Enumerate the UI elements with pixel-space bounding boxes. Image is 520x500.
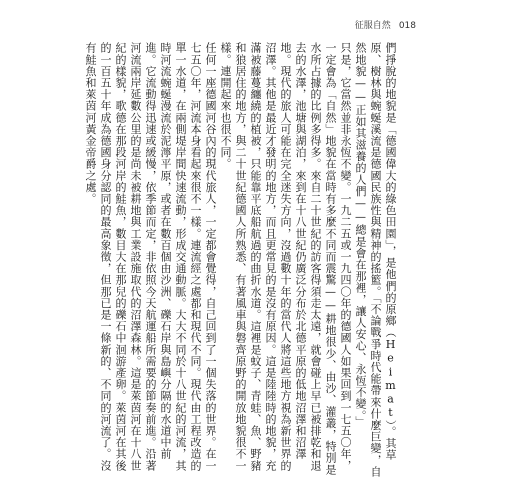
paragraph: 任何一座德國河谷內的現代旅人，一定都會覺得，自己回到了一個失落的世界。在一七五〇年，河流本身看起來很不一樣。連流經之處都和現代不同。現代由工程改造的單一水道，在兩側堤岸間快速流動，形成交通動脈。大大不同於十八世紀的河流，其時河流蜿蜒漫流於泥濘平原，或者在數百個由沙洲、礫石岸與島嶼分隔的水道中前進。它流動得迅速或緩慢，依季節而定，非依照今天航運船所需要的節奏前進。沿著河流兩岸延數公里的是尚未被耕地與工業設施取代的沼澤森林。這是萊茵河在十八世紀的樣貌，歌德在那段河岸的鮭魚，數目大在那兒的礫石中洄游產卵。萊茵河在其後的一百五十年成為德國身分認同的最高象徵，但那已是一條新的、不同的河流了。沒有鮭魚和萊茵河黃金帝爵之處。 — [84, 42, 217, 472]
paragraph: 們掙脫的地貌是「德國偉大的綠色田園」，是他們的原鄉（Heimat）。其草原、樹林與蜿蜒溪流是德國民族性與精神的搖籃。「不論戰爭時代能帶來什麼巨變，自然地貌——正如其滋養的人們——總是會在那裡，讓人安心、永恆不變。」 — [354, 42, 397, 478]
paragraph: 只是，它當然並非永恆不變。一九二五或一九四〇年的德國人如果回到一七五〇年，一定會為「自然」地貌在當時有多麼不同而震驚——耕地很少、由沙、灌叢，特別是水所占據的比例多得多。來自二十世紀的訪客得須走太遠，就會碰上早已被排乾和退去的水澤，池塘與湖泊，來到在十八世紀仍廣泛分布於北德平原的低地沼澤和沼澤地。現代的旅人可能在完全迷失方向，沒過數十年的當代人將這些地方視為新世界的沼澤。其他是最近才發明的地方，而且更常見的是沒有原因。這是陸陸時的地貌，充滿被藤蔓纏繞的植被，只能靠平底船航過的曲折水道。這裡是蚊子、青蛙、魚、野豬和狼居住的地方，與二十世紀德國人所熟悉、有著風車與磐齊原野的開放地貌很不一樣。連開起來也很不同。 — [219, 42, 352, 476]
chapter-title: 征服自然 — [354, 21, 391, 31]
body-text — [83, 42, 398, 478]
running-header — [355, 18, 416, 31]
page-number: 018 — [398, 21, 416, 31]
